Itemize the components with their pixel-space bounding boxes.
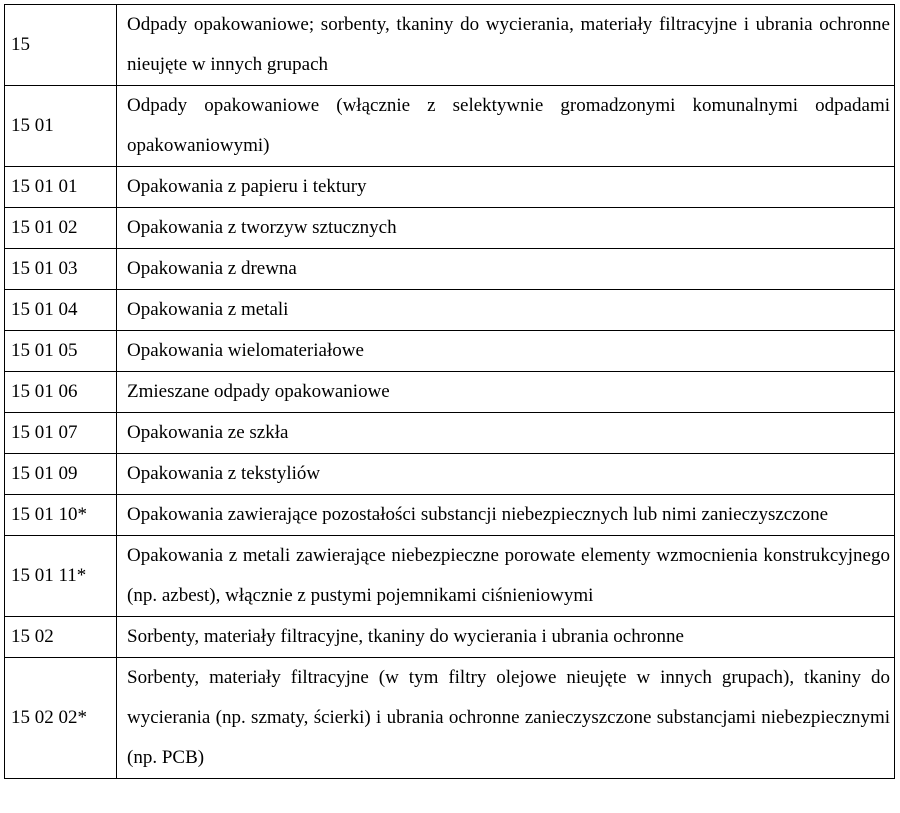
- waste-description: Odpady opakowaniowe (włącznie z selektywnie gromadzonymi komunalnymi odpadami opakowaniowymi): [117, 86, 895, 167]
- waste-description: Opakowania z metali zawierające niebezpieczne porowate elementy wzmocnienia konstrukcyjnego (np. azbest), włącznie z pustymi pojemnikami ciśnieniowymi: [117, 536, 895, 617]
- table-row: [5, 454, 895, 495]
- waste-code: 15 01 03: [5, 249, 117, 290]
- table-row: [5, 167, 895, 208]
- table-row: [5, 290, 895, 331]
- table-row: [5, 86, 895, 167]
- table-row: [5, 413, 895, 454]
- table-row: [5, 331, 895, 372]
- waste-code: 15 01 05: [5, 331, 117, 372]
- waste-code: 15 02: [5, 617, 117, 658]
- table-row: [5, 495, 895, 536]
- table-row: [5, 658, 895, 779]
- waste-description: Opakowania z tworzyw sztucznych: [117, 208, 895, 249]
- table-row: [5, 249, 895, 290]
- table-row: [5, 5, 895, 86]
- waste-code: 15 02 02*: [5, 658, 117, 779]
- waste-code: 15 01 01: [5, 167, 117, 208]
- waste-code: 15 01: [5, 86, 117, 167]
- table-row: [5, 536, 895, 617]
- waste-description: Opakowania z drewna: [117, 249, 895, 290]
- waste-description: Sorbenty, materiały filtracyjne, tkaniny do wycierania i ubrania ochronne: [117, 617, 895, 658]
- table-row: [5, 208, 895, 249]
- waste-code-table: [4, 4, 895, 779]
- waste-description: Odpady opakowaniowe; sorbenty, tkaniny do wycierania, materiały filtracyjne i ubrania ochronne nieujęte w innych grupach: [117, 5, 895, 86]
- waste-code: 15 01 10*: [5, 495, 117, 536]
- waste-description: Zmieszane odpady opakowaniowe: [117, 372, 895, 413]
- waste-code: 15 01 06: [5, 372, 117, 413]
- waste-description: Opakowania ze szkła: [117, 413, 895, 454]
- waste-code: 15: [5, 5, 117, 86]
- table-row: [5, 617, 895, 658]
- waste-description: Opakowania wielomateriałowe: [117, 331, 895, 372]
- waste-code: 15 01 11*: [5, 536, 117, 617]
- waste-code: 15 01 09: [5, 454, 117, 495]
- waste-description: Sorbenty, materiały filtracyjne (w tym filtry olejowe nieujęte w innych grupach), tkaniny do wycierania (np. szmaty, ścierki) i ubrania ochronne zanieczyszczone substancjami niebezpiecznymi (np. PCB): [117, 658, 895, 779]
- waste-description: Opakowania z metali: [117, 290, 895, 331]
- waste-description: Opakowania z tekstyliów: [117, 454, 895, 495]
- waste-code: 15 01 07: [5, 413, 117, 454]
- waste-description: Opakowania z papieru i tektury: [117, 167, 895, 208]
- table-row: [5, 372, 895, 413]
- waste-code: 15 01 04: [5, 290, 117, 331]
- waste-code: 15 01 02: [5, 208, 117, 249]
- waste-description: Opakowania zawierające pozostałości substancji niebezpiecznych lub nimi zanieczyszczone: [117, 495, 895, 536]
